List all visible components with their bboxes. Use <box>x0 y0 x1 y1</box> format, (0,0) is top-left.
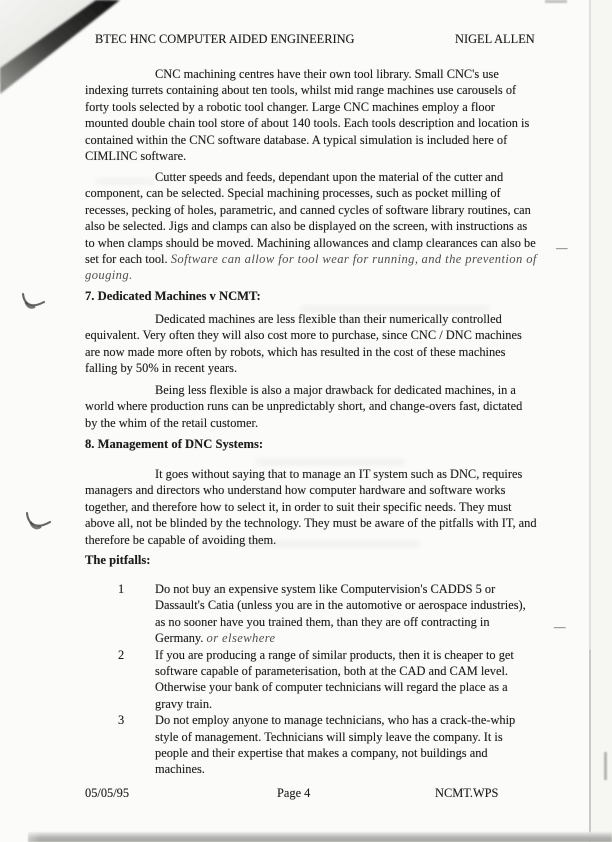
pitfall-text: If you are producing a range of similar products, then it is cheaper to get software capable of parameterisation, both at the CAD and CAM level. Otherwise your bank of computer technicians will regard the place as a gravy train. <box>155 647 514 711</box>
pitfall-text: Do not employ anyone to manage technicians, who has a crack-the-whip style of management. Technicians will simply leave the company. It is people and their expertise that makes a company, not buildings and machines. <box>155 713 516 777</box>
scan-bottom-shadow-fade <box>0 830 40 842</box>
header-course-title: BTEC HNC COMPUTER AIDED ENGINEERING <box>95 32 355 46</box>
pitfall-number: 3 <box>118 713 125 728</box>
bleed-through-smudge <box>95 178 155 185</box>
footer-date: 05/05/95 <box>85 786 130 800</box>
paragraph-dedicated-machines: Dedicated machines are less flexible than their numerically controlled equivalent. Very often they will also cost more to purchase, since CNC / DNC machines are now made more often by robots, which has resulted in the cost of these machines falling by 50% in recent years. <box>85 312 522 376</box>
bleed-through-smudge <box>270 395 400 403</box>
pitfall-item-3 <box>85 712 535 778</box>
page-edge-sliver <box>604 752 607 780</box>
handwritten-margin-dash: — <box>556 240 568 255</box>
pitfall-number: 2 <box>118 647 125 662</box>
bleed-through-smudge <box>240 540 420 548</box>
paragraph-text: Cutter speeds and feeds, dependant upon the material of the cutter and component, can be selected. Special machining processes, such as pocket milling of recesses, pecking of holes, parametric, and canned cycles of software library routines, can also be selected. Jigs and clamps can also be displayed on the screen, with instructions as to when clamps should be moved. Machining allowances and clamp clearances can also be set for each tool. <box>85 170 536 267</box>
pitfall-item-1 <box>85 581 535 647</box>
scan-top-nick <box>545 0 567 3</box>
pitfalls-list <box>85 581 535 778</box>
pitfall-number: 1 <box>118 582 125 596</box>
paragraph-cutter-speeds <box>85 169 537 284</box>
pitfall-text <box>155 581 533 647</box>
scan-margin-strip <box>591 0 612 842</box>
handwritten-note-elsewhere: or elsewhere <box>206 631 276 646</box>
handwritten-note-tool-wear: Software can allow for tool wear for running, <box>170 252 419 267</box>
header-author: NIGEL ALLEN <box>455 32 535 46</box>
bleed-through-smudge <box>300 305 490 313</box>
pitfall-text-printed: Do not buy an expensive system like Computervision's CADDS 5 or Dassault's Catia (unless you are in the automotive or aerospace industries), as no sooner have you trained them, than they are off contracting in Germany. <box>155 582 526 646</box>
pen-tick-mark-icon <box>23 510 55 536</box>
paragraph-it-management: It goes without saying that to manage an IT system such as DNC, requires managers and directors who understand how computer hardware and software works together, and therefore how to select it, in order to suit their specific needs. They must above all, not be blinded by the technology. They must be aware of the pitfalls with IT, and therefore be capable of avoiding them. <box>85 467 537 547</box>
handwritten-margin-dash: — <box>554 619 566 634</box>
pitfall-item-2 <box>85 647 535 713</box>
scan-bottom-shadow <box>28 832 612 842</box>
section-7-heading: 7. Dedicated Machines v NCMT: <box>85 289 261 303</box>
section-8-heading: 8. Management of DNC Systems: <box>85 437 264 451</box>
bleed-through-smudge <box>255 458 405 466</box>
handwritten-note-gouging: and the prevention of gouging. <box>85 252 537 283</box>
paragraph-less-flexible: Being less flexible is also a major drawback for dedicated machines, in a world where production runs can be unpredictably short, and change-overs fast, dictated by the whim of the retail customer. <box>85 383 523 430</box>
paragraph-cnc-tool-library: CNC machining centres have their own tool library. Small CNC's use indexing turrets containing about ten tools, whilst mid range machines use carousels of forty tools selected by a robotic tool changer. Large CNC machines employ a floor mounted double chain tool store of about 140 tools. Each tools description and location is contained within the CNC software database. A typical simulation is included here of CIMLINC software. <box>85 67 530 164</box>
footer-filename: NCMT.WPS <box>435 786 499 800</box>
pitfalls-heading: The pitfalls: <box>85 553 151 567</box>
pen-tick-mark-icon <box>19 291 49 315</box>
footer-page-number: Page 4 <box>277 786 311 800</box>
page-edge-line-dark <box>589 650 591 835</box>
